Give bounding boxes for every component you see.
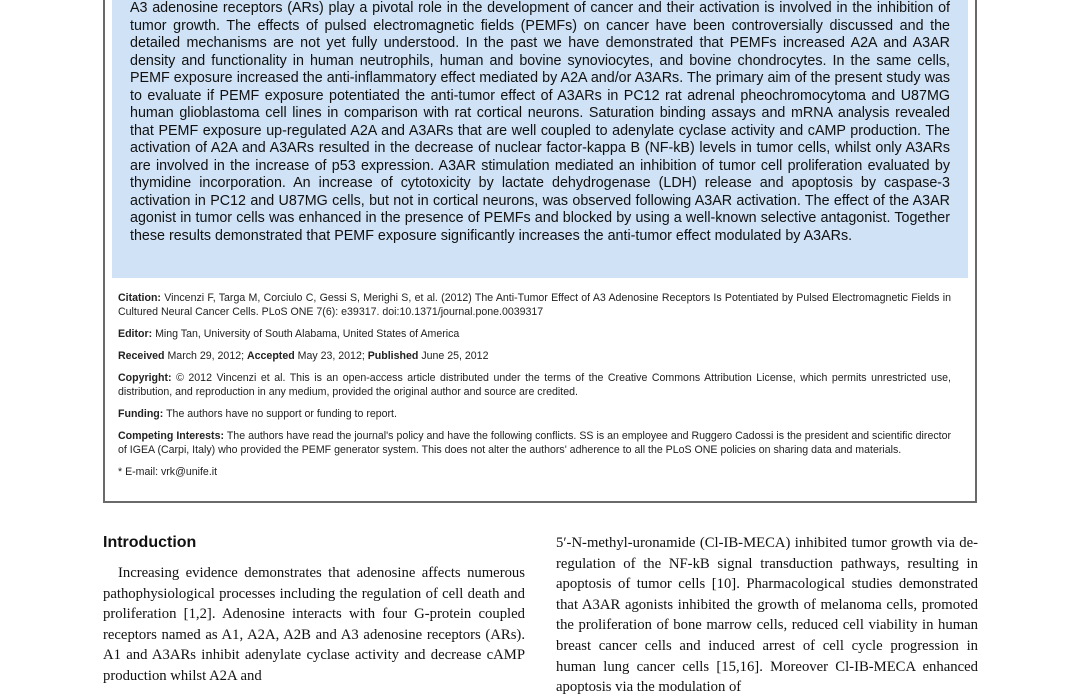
editor (118, 327, 951, 341)
abstract-text: A3 adenosine receptors (ARs) play a pivotal role in the development of cancer and their activation is involved in the inhibition of tumor growth. The effects of pulsed electromagnetic fields (PEMFs) on cancer have been controversially discussed and the detailed mechanisms are not yet fully understood. In the past we have demonstrated that PEMFs increased A2A and A3AR density and functionality in human neutrophils, human and bovine synoviocytes, and bovine chondrocytes. In the same cells, PEMF exposure increased the anti-inflammatory effect mediated by A2A and/or A3ARs. The primary aim of the present study was to evaluate if PEMF exposure potentiated the anti-tumor effect of A3ARs in PC12 rat adrenal pheochromocytoma and U87MG human glioblastoma cell lines in comparison with rat cortical neurons. Saturation binding assays and mRNA analysis revealed that PEMF exposure up-regulated A2A and A3ARs that are well coupled to adenylate cyclase activity and cAMP production. The activation of A2A and A3ARs resulted in the decrease of nuclear factor-kappa B (NF-kB) levels in tumor cells, whilst only A3ARs are involved in the increase of p53 expression. A3AR stimulation mediated an inhibition of tumor cell proliferation evaluated by thymidine incorporation. An increase of cytotoxicity by lactate dehydrogenase (LDH) release and apoptosis by caspase-3 activation in PC12 and U87MG cells, but not in cortical neurons, was observed following A3AR activation. The effect of the A3AR agonist in tumor cells was enhanced in the presence of PEMFs and blocked by using a well-known selective antagonist. Together these results demonstrated that PEMF exposure significantly increases the anti-tumor effect modulated by A3ARs. (130, 0, 950, 244)
funding-text: The authors have no support or funding to report. (166, 408, 397, 420)
accepted-label: Accepted (247, 350, 295, 362)
published-label: Published (367, 350, 419, 362)
funding-label: Funding: (118, 408, 164, 420)
section-title-introduction: Introduction (103, 534, 197, 551)
citation-text: Vincenzi F, Targa M, Corciulo C, Gessi S, Merighi S, et al. (2012) The Anti-Tumor Effect of A3 Adenosine Receptors Is Potentiated by Pulsed Electromagnetic Fields in Cultured Neural Cancer Cells. PLoS ONE 7(6): e39317. doi:10.1371/journal.pone.0039317 (118, 292, 951, 318)
received-date: March 29, 2012; (167, 350, 245, 362)
intro-paragraph-right: 5′-N-methyl-uronamide (Cl-IB-MECA) inhibited tumor growth via de-regulation of the NF-kB signal transduction pathways, resulting in apoptosis of tumor cells [10]. Pharmacological studies demonstrated that A3AR agonists inhibited the growth of melanoma cells, promoted the proliferation of bone marrow cells, reduced cell viability in human breast cancer cells and induced arrest of cell cycle progression in human lung cancer cells [15,16]. Moreover Cl-IB-MECA enhanced apoptosis via the modulation of (556, 535, 978, 696)
body-column-left (103, 533, 525, 687)
funding (118, 407, 951, 421)
published-date: June 25, 2012 (421, 350, 489, 362)
citation (118, 291, 951, 319)
received-label: Received (118, 350, 165, 362)
copyright-label: Copyright: (118, 372, 172, 384)
editor-label: Editor: (118, 328, 153, 340)
dates (118, 349, 951, 363)
competing-label: Competing Interests: (118, 430, 225, 442)
editor-text: Ming Tan, University of South Alabama, United States of America (155, 328, 460, 340)
article-metadata (118, 291, 951, 487)
accepted-date: May 23, 2012; (297, 350, 365, 362)
copyright-text: © 2012 Vincenzi et al. This is an open-access article distributed under the terms of the Creative Commons Attribution License, which permits unrestricted use, distribution, and reproduction in any medium, provided the original author and source are credited. (118, 372, 951, 398)
copyright (118, 371, 951, 399)
citation-label: Citation: (118, 292, 161, 304)
email-text: * E-mail: vrk@unife.it (118, 466, 218, 478)
intro-paragraph-left: Increasing evidence demonstrates that adenosine affects numerous pathophysiological processes including the regulation of cell death and proliferation [1,2]. Adenosine interacts with four G-protein coupled receptors named as A1, A2A, A2B and A3 adenosine receptors (ARs). A1 and A3ARs inhibit adenylate cyclase activity and decrease cAMP production whilst A2A and (103, 565, 525, 684)
corresponding-email (118, 465, 951, 479)
abstract-box (112, 0, 968, 278)
competing-text: The authors have read the journal's policy and have the following conflicts. SS is an employee and Ruggero Cadossi is the president and scientific director of IGEA (Carpi, Italy) who provided the PEMF generator system. This does not alter the authors' adherence to all the PLoS ONE policies on sharing data and materials. (118, 430, 951, 456)
competing-interests (118, 429, 951, 457)
body-column-right (556, 533, 978, 698)
